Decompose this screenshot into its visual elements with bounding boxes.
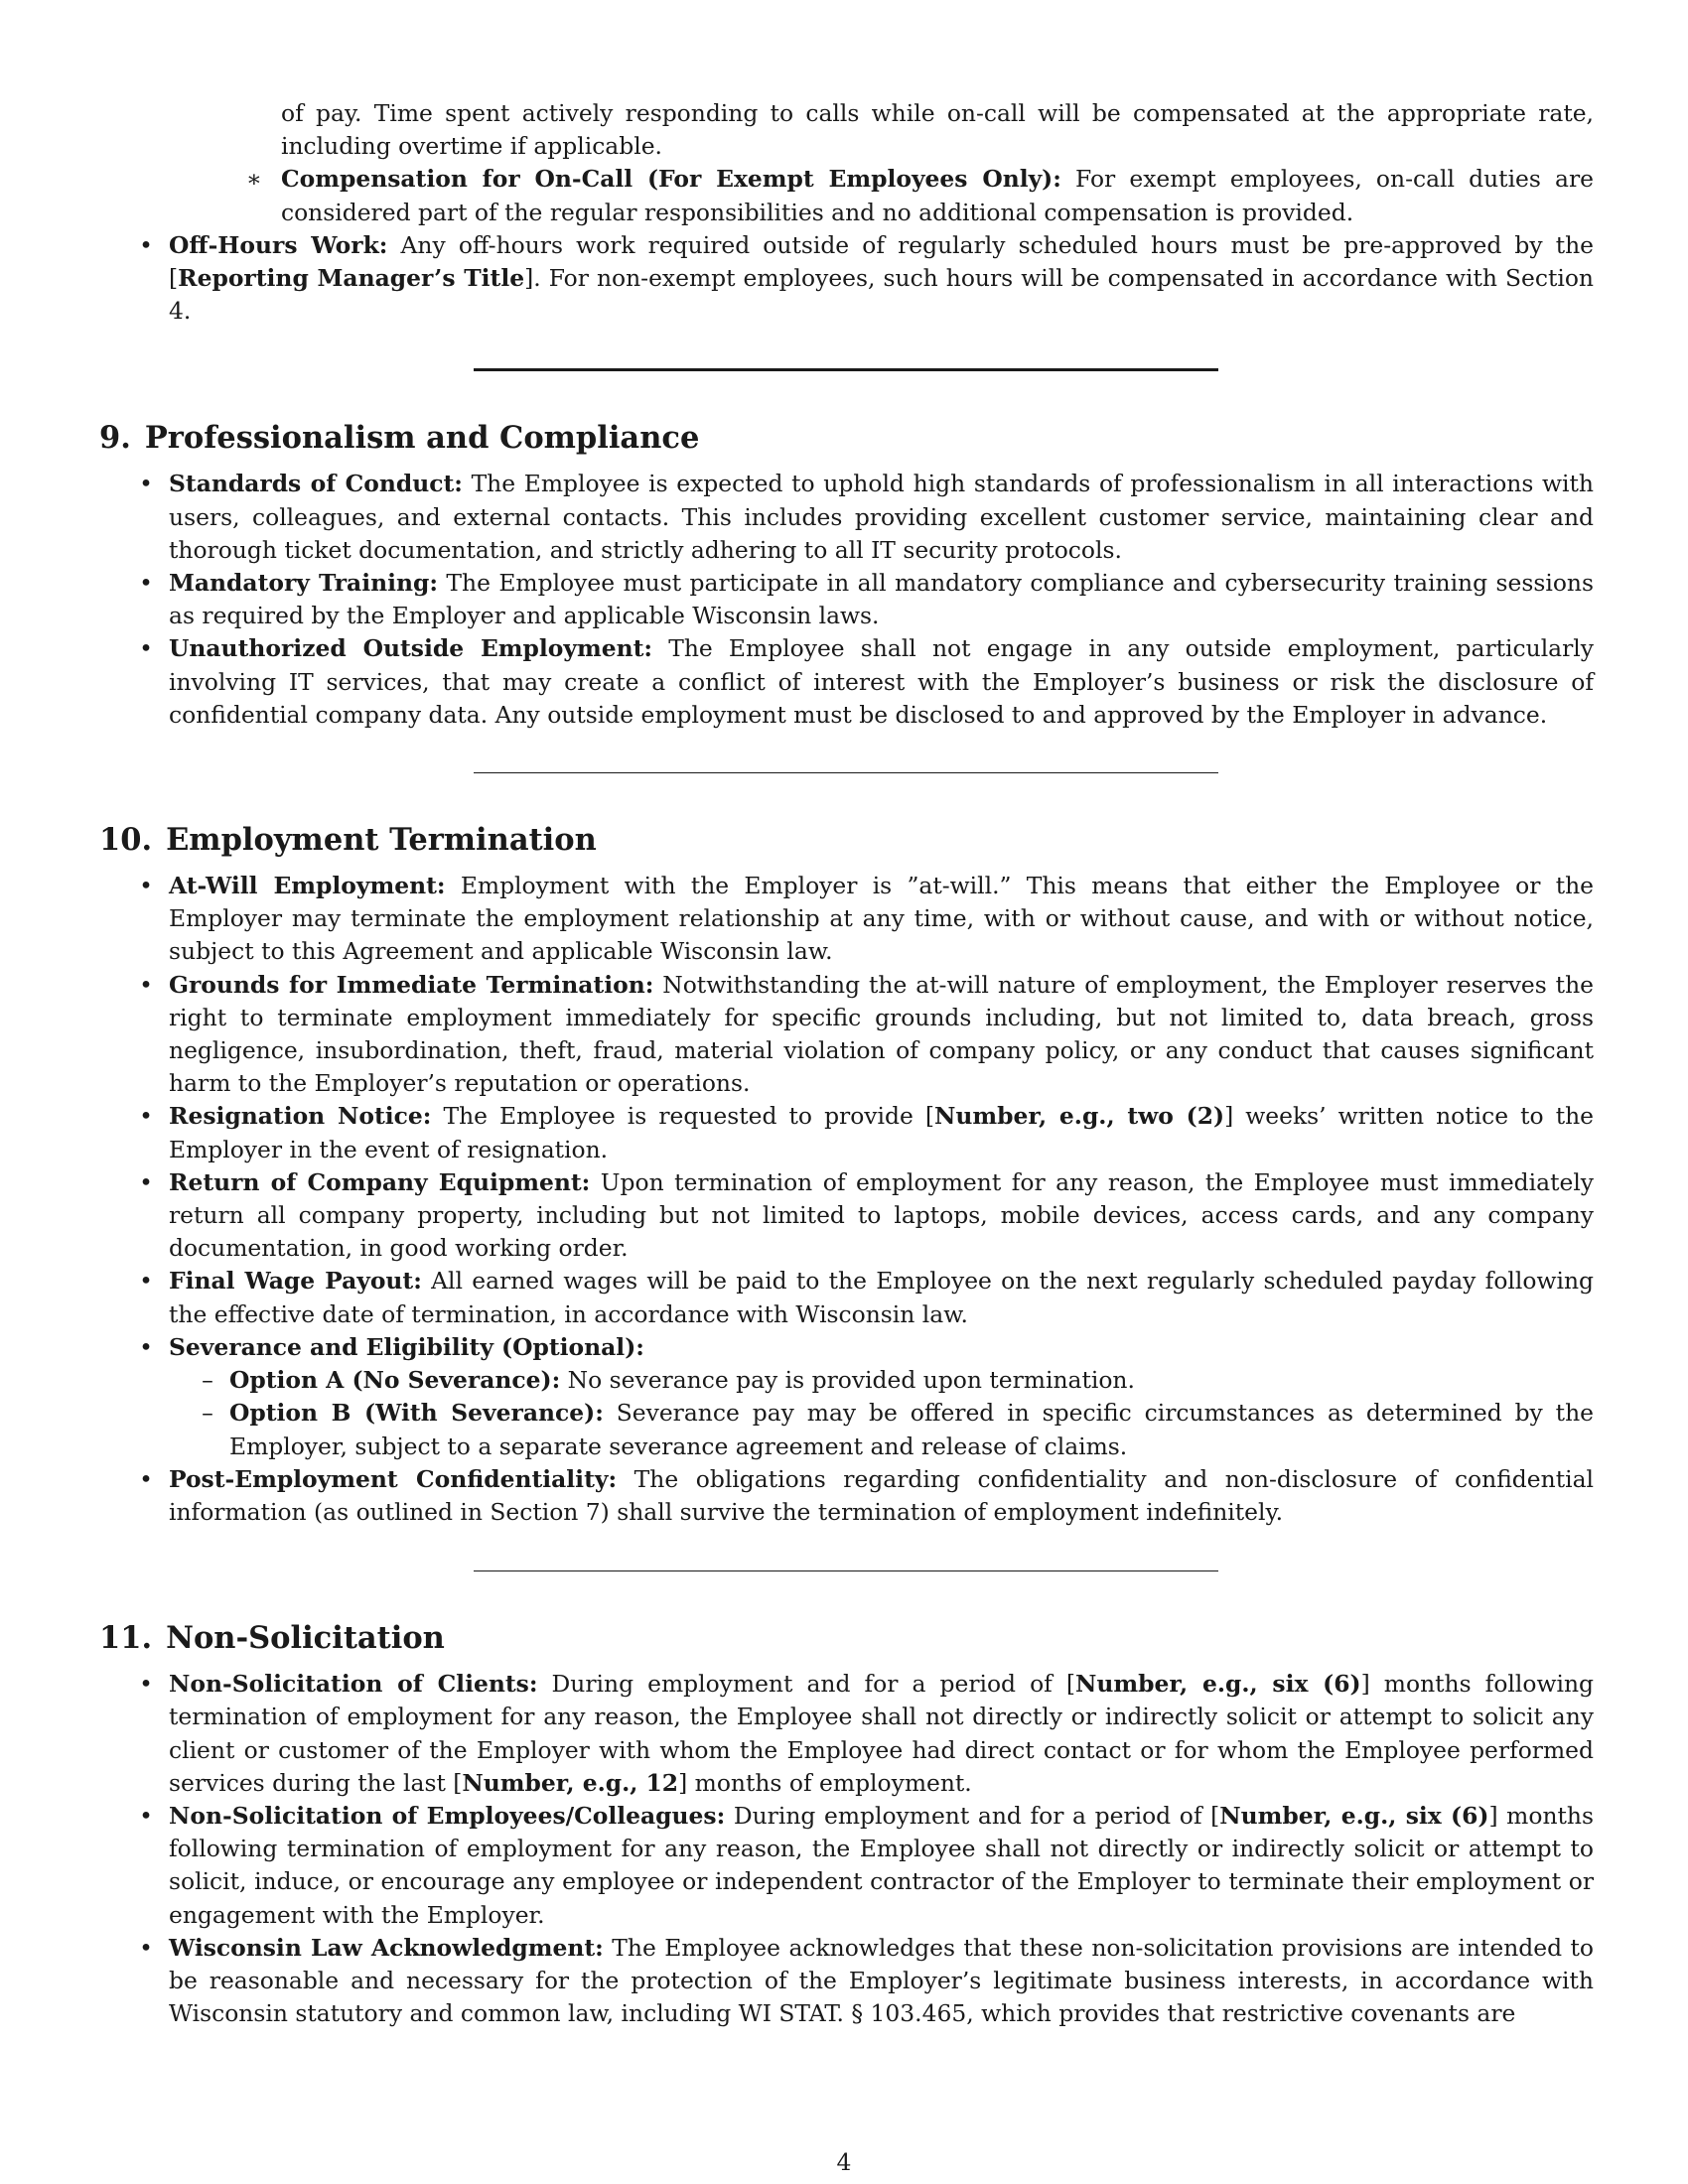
bullet-icon: • xyxy=(139,230,153,259)
item-text: The obligations regarding confidentiality and non-disclosure of confidential information (as outlined in Section 7) shall survive the termination of employment indefinitely. xyxy=(169,1464,1594,1526)
page-number: 4 xyxy=(836,2148,852,2176)
item-text: ] months following termination of employment for any reason, the Employee shall not directly or indirectly solicit or attempt to solicit any client or customer of the Employer with whom the Employee had direct contact or for whom the Employee performed services during the last [ xyxy=(169,1670,1594,1797)
placeholder-text: Reporting Manager’s Title xyxy=(178,264,525,293)
item-label: Compensation for On-Call (For Exempt Employees Only): xyxy=(281,165,1061,194)
section-divider xyxy=(474,1570,1218,1571)
bullet-icon: • xyxy=(139,1167,153,1196)
list-item-standards-of-conduct xyxy=(139,468,1594,567)
item-text: During employment and for a period of [ xyxy=(725,1801,1220,1830)
item-text: The Employee is requested to provide [ xyxy=(431,1102,935,1131)
list-item-post-employment xyxy=(139,1463,1594,1529)
placeholder-text: Number, e.g., two (2) xyxy=(934,1102,1225,1131)
item-label: Option A (No Severance): xyxy=(229,1366,561,1395)
section-number: 11. xyxy=(99,1620,153,1657)
bullet-icon: • xyxy=(139,470,153,498)
item-text: The Employee is expected to uphold high standards of professionalism in all interactions with users, colleagues, and external contacts. This includes providing excellent customer service, maintaining clear and thorough ticket documentation, and strictly adhering to all IT security protocols. xyxy=(169,470,1594,564)
list-item-off-hours-work xyxy=(139,229,1594,329)
item-label: Non-Solicitation of Clients: xyxy=(169,1670,538,1699)
document-page xyxy=(99,97,1594,2030)
placeholder-text: Number, e.g., six (6) xyxy=(1075,1670,1361,1699)
placeholder-text: Number, e.g., 12 xyxy=(462,1768,679,1797)
item-text: The Employee must participate in all mandatory compliance and cybersecurity training sessions as required by the Employer and applicable Wisconsin laws. xyxy=(169,569,1594,630)
bullet-icon: • xyxy=(139,569,153,598)
item-text: ] months of employment. xyxy=(678,1768,972,1797)
bullet-icon: • xyxy=(139,1332,153,1361)
bullet-icon: • xyxy=(139,634,153,663)
item-label: Option B (With Severance): xyxy=(229,1399,604,1428)
section-divider xyxy=(474,772,1218,773)
list-item-non-solicit-employees xyxy=(139,1800,1594,1932)
bullet-icon: • xyxy=(139,970,153,999)
item-label: Grounds for Immediate Termination: xyxy=(169,970,654,999)
bullet-icon: • xyxy=(139,1102,153,1131)
section-10-list xyxy=(99,870,1594,1529)
list-item-final-wage xyxy=(139,1265,1594,1330)
item-label: Post-Employment Confidentiality: xyxy=(169,1464,618,1493)
item-text: Any off-hours work required outside of regularly scheduled hours must be pre-approved by the [ xyxy=(169,230,1594,293)
dash-bullet-icon: – xyxy=(202,1366,213,1395)
bullet-icon: • xyxy=(139,872,153,900)
list-item-wisconsin-law xyxy=(139,1932,1594,2031)
list-item-mandatory-training xyxy=(139,567,1594,632)
item-text: ] weeks’ written notice to the Employer in the event of resignation. xyxy=(169,1102,1595,1163)
item-label: Non-Solicitation of Employees/Colleagues: xyxy=(169,1801,726,1830)
list-item-at-will xyxy=(139,870,1595,969)
bullet-icon: • xyxy=(139,1801,153,1830)
section-divider xyxy=(474,368,1218,371)
list-item-outside-employment xyxy=(139,632,1594,732)
item-label: Off-Hours Work: xyxy=(169,230,388,259)
item-text: The Employee shall not engage in any outside employment, particularly involving IT services, that may create a conflict of interest with the Employer’s business or risk the disclosure of confidential company data. Any outside employment must be disclosed to and approved by the Employer in advance. xyxy=(169,634,1594,729)
placeholder-text: Number, e.g., six (6) xyxy=(1219,1801,1489,1830)
bullet-icon: • xyxy=(139,1670,153,1699)
item-label: Wisconsin Law Acknowledgment: xyxy=(169,1933,604,1962)
list-item-option-a xyxy=(202,1364,1594,1397)
list-item-non-solicit-clients xyxy=(139,1668,1594,1800)
section-title: Professionalism and Compliance xyxy=(144,420,700,457)
list-item-option-b xyxy=(202,1397,1594,1462)
item-label: At-Will Employment: xyxy=(169,872,446,900)
item-text: ] months following termination of employment for any reason, the Employee shall not directly or indirectly solicit or attempt to solicit, induce, or encourage any employee or independent contractor of the Employer to terminate their employment or engagement with the Employer. xyxy=(169,1801,1594,1929)
bullet-icon: • xyxy=(139,1267,153,1296)
section-number: 9. xyxy=(99,420,131,457)
item-text: For exempt employees, on-call duties are considered part of the regular responsibilities and no additional compensation is provided. xyxy=(281,165,1594,226)
section-heading-11 xyxy=(99,1618,1594,1658)
item-label: Final Wage Payout: xyxy=(169,1267,422,1296)
list-item-immediate-termination xyxy=(139,969,1594,1101)
section-11-list xyxy=(99,1668,1594,2030)
item-text: Severance pay may be offered in specific circumstances as determined by the Employer, subject to a separate severance agreement and release of claims. xyxy=(229,1399,1594,1460)
item-label: Unauthorized Outside Employment: xyxy=(169,634,653,663)
section-9-list xyxy=(99,468,1594,732)
item-text: All earned wages will be paid to the Employee on the next regularly scheduled payday following the effective date of termination, in accordance with Wisconsin law. xyxy=(169,1267,1594,1328)
item-label: Severance and Eligibility (Optional): xyxy=(169,1332,644,1361)
bullet-icon: • xyxy=(139,1464,153,1493)
item-label: Mandatory Training: xyxy=(169,569,438,598)
item-text: During employment and for a period of [ xyxy=(537,1670,1076,1699)
list-item-return-equipment xyxy=(139,1166,1595,1266)
section-heading-9 xyxy=(99,418,1594,458)
section-heading-10 xyxy=(99,820,1594,860)
item-label: Return of Company Equipment: xyxy=(169,1167,591,1196)
dash-bullet-icon: – xyxy=(202,1399,213,1428)
bullet-icon: • xyxy=(139,1933,153,1962)
list-item-resignation-notice xyxy=(139,1100,1595,1165)
paragraph-continuation: of pay. Time spent actively responding to calls while on-call will be compensated at the appropriate rate, including overtime if applicable. xyxy=(281,99,1594,161)
section-title: Non-Solicitation xyxy=(166,1620,445,1657)
item-text: No severance pay is provided upon termination. xyxy=(560,1366,1135,1395)
asterisk-bullet-icon: ∗ xyxy=(246,165,262,194)
section-title: Employment Termination xyxy=(166,822,597,859)
list-item-severance xyxy=(139,1331,1594,1364)
item-label: Standards of Conduct: xyxy=(169,470,463,498)
item-text: Notwithstanding the at-will nature of employment, the Employer reserves the right to terminate employment immediately for specific grounds including, but not limited to, data breach, gross negligence, insubordination, theft, fraud, material violation of company policy, or any conduct that causes significant harm to the Employer’s reputation or operations. xyxy=(169,970,1594,1098)
item-text: ]. For non-exempt employees, such hours will be compensated in accordance with Section 4. xyxy=(169,264,1594,326)
list-item-oncall-exempt xyxy=(246,163,1594,228)
item-text: Employment with the Employer is ”at-will.” This means that either the Employee or the Employer may terminate the employment relationship at any time, with or without cause, and with or without notice, subject to this Agreement and applicable Wisconsin law. xyxy=(169,872,1595,966)
section-number: 10. xyxy=(99,822,153,859)
item-text: Upon termination of employment for any reason, the Employee must immediately return all company property, including but not limited to laptops, mobile devices, access cards, and any company documentation, in good working order. xyxy=(169,1167,1595,1263)
item-text: The Employee acknowledges that these non-solicitation provisions are intended to be reasonable and necessary for the protection of the Employer’s legitimate business interests, in accordance with Wisconsin statutory and common law, including WI STAT. § 103.465, which provides that restrictive covenants are xyxy=(169,1933,1594,2028)
item-label: Resignation Notice: xyxy=(169,1102,432,1131)
